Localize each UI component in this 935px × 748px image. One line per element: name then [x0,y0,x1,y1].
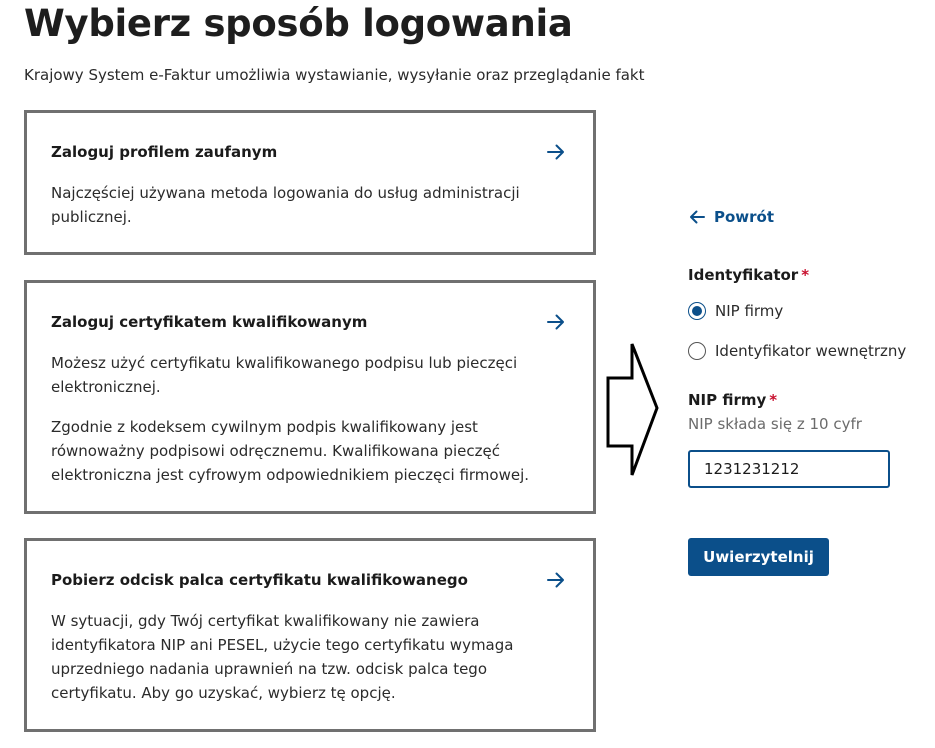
option-title: Zaloguj certyfikatem kwalifikowanym [51,313,368,331]
option-title: Pobierz odcisk palca certyfikatu kwalifikowanego [51,571,468,589]
radio-dot [692,306,702,316]
hollow-arrow-icon [605,342,661,478]
radio-identyfikator-wewnetrzny[interactable] [688,342,906,360]
required-mark: * [801,266,810,284]
option-description: Możesz użyć certyfikatu kwalifikowanego podpisu lub pieczęci elektronicznej. [51,354,518,396]
required-mark: * [769,391,778,409]
nip-label [688,391,777,409]
page-subtitle: Krajowy System e-Faktur umożliwia wystawianie, wysyłanie oraz przeglądanie fakt [24,66,645,84]
option-description: Zgodnie z kodeksem cywilnym podpis kwalifikowany jest równoważny podpisowi odręcznemu. Kwalifikowana pieczęć elektroniczna jest cyfrowym odpowiednikiem pieczęci firmowej. [51,418,530,484]
back-link[interactable] [688,208,774,226]
arrow-right-icon[interactable] [545,569,567,591]
authenticate-button[interactable]: Uwierzytelnij [688,538,829,576]
radio-button-unchecked[interactable] [688,342,706,360]
login-option-qualified-certificate[interactable] [24,280,596,514]
radio-label: Identyfikator wewnętrzny [715,342,907,360]
arrow-right-icon[interactable] [545,141,567,163]
radio-nip-firmy[interactable] [688,302,783,320]
identifier-label-text: Identyfikator [688,266,799,284]
radio-label: NIP firmy [715,302,784,320]
radio-button-checked[interactable] [688,302,706,320]
login-option-certificate-fingerprint[interactable] [24,538,596,732]
login-option-trusted-profile[interactable] [24,110,596,255]
option-description: W sytuacji, gdy Twój certyfikat kwalifikowany nie zawiera identyfikatora NIP ani PESEL, użycie tego certyfikatu wymaga uprzedniego nadania uprawnień na tzw. odcisk palca tego certyfikatu. Aby go uzyskać, wybierz tę opcję. [51,612,514,702]
option-description: Najczęściej używana metoda logowania do usług administracji publicznej. [51,184,520,226]
back-link-label: Powrót [714,208,775,226]
arrow-left-icon [688,208,706,226]
page-title: Wybierz sposób logowania [24,2,573,45]
nip-hint: NIP składa się z 10 cyfr [688,415,862,433]
nip-input[interactable] [688,450,890,488]
option-title: Zaloguj profilem zaufanym [51,143,278,161]
arrow-right-icon[interactable] [545,311,567,333]
identifier-label [688,266,809,284]
nip-label-text: NIP firmy [688,391,767,409]
